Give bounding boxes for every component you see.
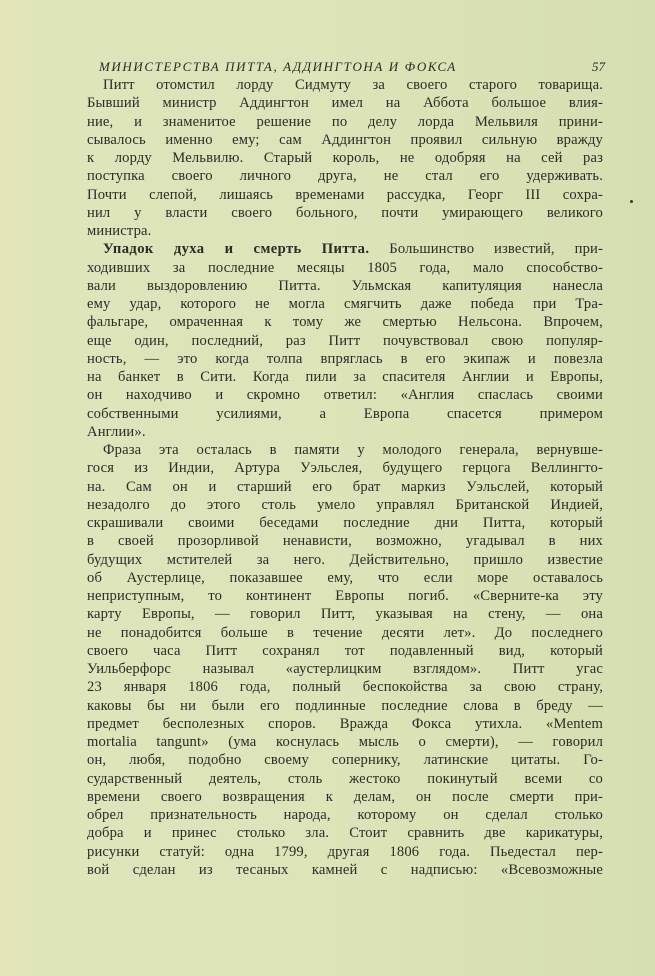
text-line: скрашивали своими беседами последние дни Питта, который: [87, 515, 603, 531]
text-line: министра.: [87, 223, 152, 239]
text-line: карту Европы, — говорил Питт, указывая на стену, — она: [87, 606, 603, 623]
text-line: сударственный деятель, столь жестоко покинутый всеми со: [87, 770, 603, 787]
running-title: МИНИСТЕРСТВА ПИТТА, АДДИНГТОНА И ФОКСА: [99, 59, 457, 74]
text-line: не понадобится больше в течение десяти лет». До последнего: [87, 624, 603, 641]
text-line: Уильберфорс называл «аустерлицким взглядом». Питт угас: [87, 661, 603, 677]
text-line: к лорду Мельвилю. Старый король, не одобряя на сей раз: [87, 150, 603, 166]
text-line: еще один, последний, раз Питт почувствовал свою популяр-: [87, 332, 603, 349]
text-line: нил у власти своего больного, почти умирающего великого: [87, 204, 603, 221]
paragraph-2: [87, 240, 603, 441]
text-line: на банкет в Сити. Когда пили за спасителя Англии и Европы,: [87, 369, 603, 385]
book-page: [87, 56, 603, 879]
text-line: Питт отомстил лорду Сидмуту за своего старого товарища.: [103, 77, 603, 93]
text-line-with-heading: [87, 240, 603, 258]
text-line: ходивших за последние месяцы 1805 года, мало способство-: [87, 259, 603, 276]
section-heading: Упадок духа и смерть Питта.: [103, 241, 370, 258]
paragraph-3: [87, 441, 603, 879]
text-line: Фраза эта осталась в памяти у молодого генерала, вернувше-: [103, 442, 603, 458]
running-head: [87, 56, 603, 76]
text-run: Большинство известий, при-: [389, 241, 603, 258]
text-line: своего часа Питт сохранял тот подавленный вид, который: [87, 642, 603, 659]
text-line: сывалось именно ему; сам Аддингтон проявил сильную вражду: [87, 131, 603, 148]
text-line: обрел признательность народа, которому он сделал столько: [87, 807, 603, 823]
text-line: вой сделан из тесаных камней с надписью: «Всевозможные: [87, 861, 603, 878]
text-line: незадолго до этого столь умело управлял Британской Индией,: [87, 496, 603, 513]
text-line: в своей прозорливой ненависти, возможно, угадывал в них: [87, 533, 603, 550]
text-line: ность, — это когда толпа впряглась в его экипаж и повезла: [87, 350, 603, 367]
text-line: Бывший министр Аддингтон имел на Аббота большое влия-: [87, 95, 603, 112]
text-line: фальгаре, омраченная к тому же смертью Нельсона. Впрочем,: [87, 314, 603, 331]
text-line: об Аустерлице, показавшее ему, что если море оставалось: [87, 569, 603, 586]
body-text: [87, 76, 603, 879]
text-line: рисунки статуй: одна 1799, другая 1806 года. Пьедестал пер-: [87, 843, 603, 860]
text-line: времени своего возвращения к делам, он после смерти при-: [87, 788, 603, 805]
text-line: mortalia tangunt» (ума коснулась мысль о смерти), — говорил: [87, 734, 603, 750]
text-line: будущих мстителей за него. Действительно, пришло известие: [87, 551, 603, 568]
text-line: неприступным, то континент Европы погиб. «Сверните-ка эту: [87, 588, 603, 604]
text-line: ние, и знаменитое решение по делу лорда Мельвиля прини-: [87, 113, 603, 130]
text-line: ему удар, которого не могла смягчить даже победа при Тра-: [87, 296, 603, 312]
page-number: 57: [592, 59, 605, 74]
text-line: поступка своего личного друга, не стал его удерживать.: [87, 168, 603, 185]
text-line: на. Сам он и старший его брат маркиз Уэльслей, который: [87, 478, 603, 495]
text-line: предмет бесполезных споров. Вражда Фокса утихла. «Mentem: [87, 715, 603, 732]
paragraph-1: [87, 76, 603, 240]
text-line: добра и принес столько зла. Стоит сравнить две карикатуры,: [87, 825, 603, 842]
text-line: гося из Индии, Артура Уэльслея, будущего герцога Веллингто-: [87, 460, 603, 477]
text-line: собственными усилиями, а Европа спасется примером: [87, 405, 603, 422]
scan-speck: [630, 200, 633, 203]
text-line: вали выздоровлению Питта. Ульмская капитуляция нанесла: [87, 277, 603, 294]
text-line: Англии».: [87, 423, 146, 440]
text-line: он, любя, подобно своему сопернику, латинские цитаты. Го-: [87, 752, 603, 769]
text-line: Почти слепой, лишаясь временами рассудка, Георг III сохра-: [87, 186, 603, 203]
text-line: 23 января 1806 года, полный беспокойства за свою страну,: [87, 679, 603, 696]
text-line: каковы бы ни были его подлинные последние слова в бреду —: [87, 697, 603, 714]
text-line: он находчиво и скромно ответил: «Англия спаслась своими: [87, 387, 603, 404]
